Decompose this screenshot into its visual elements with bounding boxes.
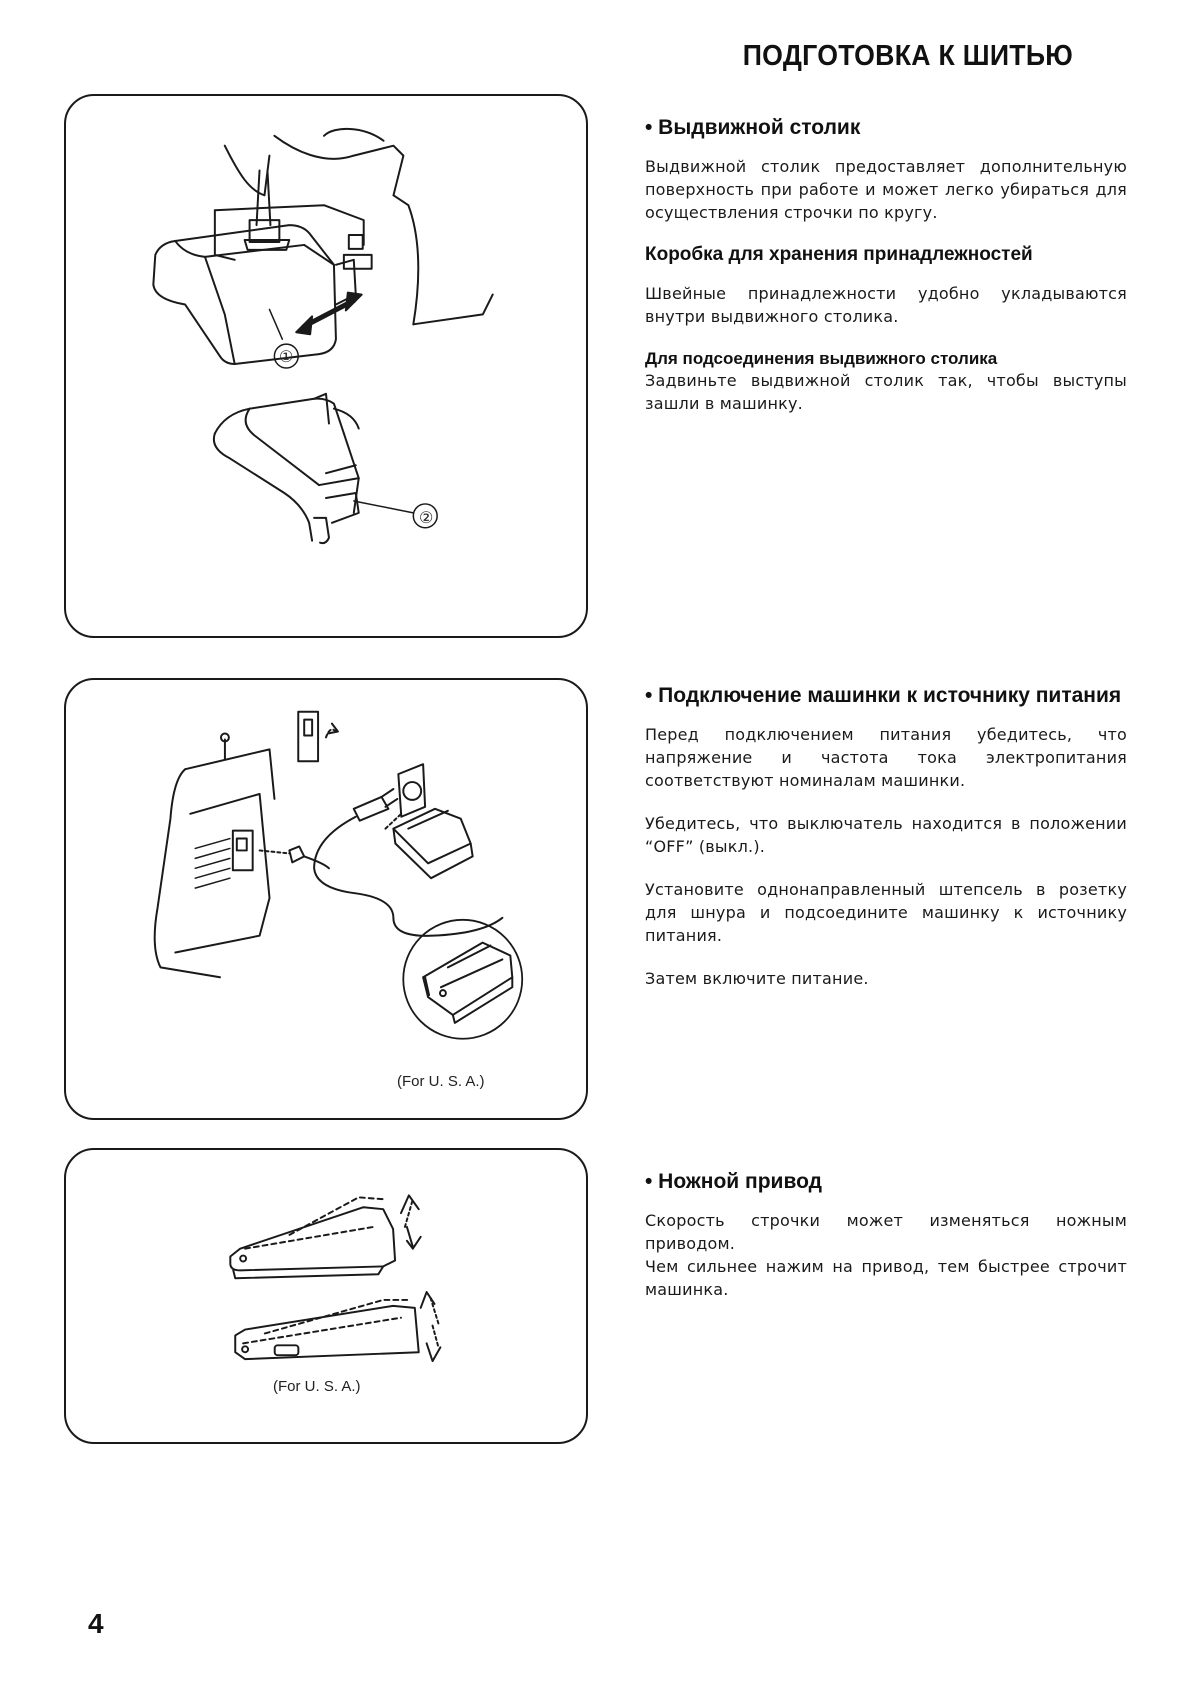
attach-heading: Для подсоединения выдвижного столика <box>645 349 998 368</box>
extension-table-text: Выдвижной столик предоставляет дополнительную поверхность при работе и может легко убираться для осуществления строчки по кругу. <box>645 157 1127 222</box>
power-text-2: Убедитесь, что выключатель находится в положении “OFF” (выкл.). <box>645 814 1127 856</box>
foot-control-text-2: Чем сильнее нажим на привод, тем быстрее строчит машинка. <box>645 1257 1127 1299</box>
power-connection-figure <box>64 678 588 1120</box>
power-caption: (For U. S. A.) <box>397 1073 485 1090</box>
storage-text: Швейные принадлежности удобно укладываются внутри выдвижного столика. <box>645 284 1127 326</box>
extension-table-figure <box>64 94 588 638</box>
power-connection-illustration <box>66 680 586 1118</box>
attach-text: Задвиньте выдвижной столик так, чтобы выступы зашли в машинку. <box>645 371 1127 413</box>
foot-control-caption: (For U. S. A.) <box>273 1378 361 1395</box>
power-heading: • Подключение машинки к источнику питания <box>645 684 1122 707</box>
page-number: 4 <box>88 1608 104 1639</box>
foot-control-heading: • Ножной привод <box>645 1170 822 1193</box>
extension-table-illustration <box>66 96 586 636</box>
foot-control-illustration <box>66 1150 586 1442</box>
foot-control-section <box>645 1170 1127 1301</box>
power-text-4: Затем включите питание. <box>645 969 869 988</box>
callout-2: ② <box>419 510 434 527</box>
foot-control-figure <box>64 1148 588 1444</box>
extension-table-section <box>645 116 1127 415</box>
foot-control-text-1: Скорость строчки может изменяться ножным приводом. <box>645 1211 1127 1253</box>
power-text-3: Установите однонаправленный штепсель в розетку для шнура и подсоедините машинку к источнику питания. <box>645 880 1127 945</box>
power-section <box>645 684 1127 1010</box>
page-title: ПОДГОТОВКА К ШИТЬЮ <box>742 40 1073 72</box>
callout-1: ① <box>279 349 294 366</box>
storage-heading: Коробка для хранения принадлежностей <box>645 244 1033 265</box>
power-text-1: Перед подключением питания убедитесь, что напряжение и частота тока электропитания соответствуют номиналам машинки. <box>645 725 1127 790</box>
extension-table-heading: • Выдвижной столик <box>645 116 861 139</box>
